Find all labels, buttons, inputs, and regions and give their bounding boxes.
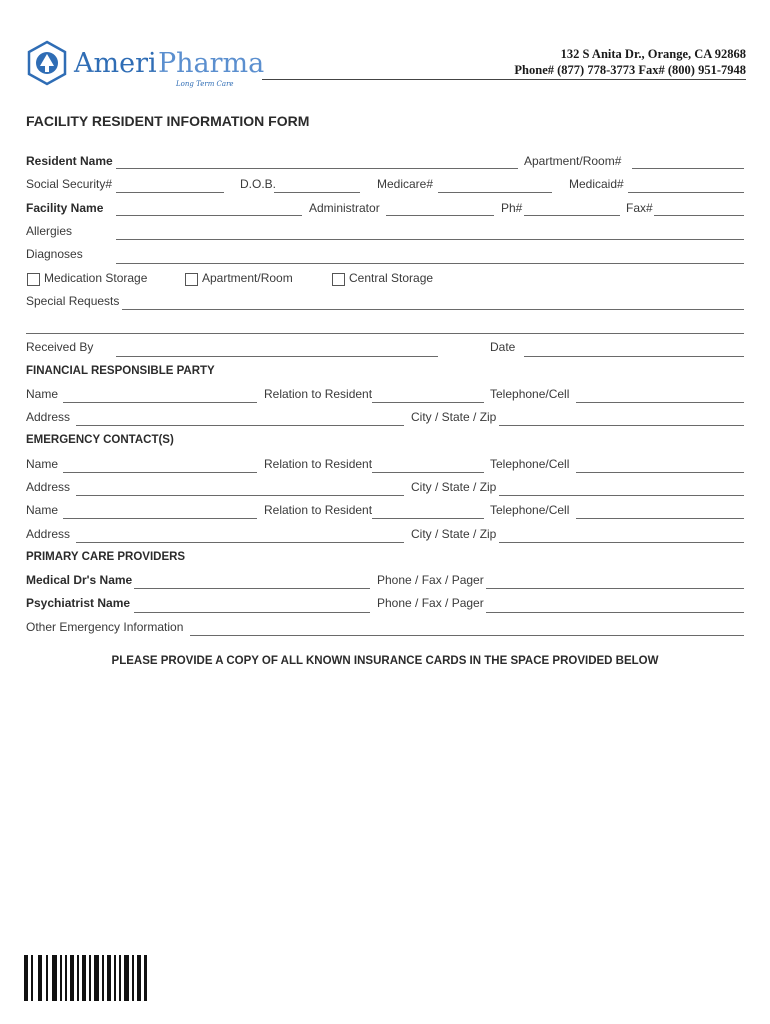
apartment-room-checkbox[interactable]	[185, 273, 198, 286]
diagnoses-field[interactable]	[116, 263, 744, 264]
emergency-city-state-zip-label-2: City / State / Zip	[411, 527, 497, 541]
dob-field[interactable]	[274, 192, 360, 193]
emergency-relation-label-2: Relation to Resident	[264, 503, 373, 517]
ph-label: Ph#	[501, 201, 523, 215]
psychiatrist-label: Psychiatrist Name	[26, 596, 131, 610]
emergency-address-field-2[interactable]	[76, 542, 404, 543]
financial-telephone-label: Telephone/Cell	[490, 387, 570, 401]
psychiatrist-field[interactable]	[134, 612, 370, 613]
medical-dr-field[interactable]	[134, 588, 370, 589]
resident-name-label: Resident Name	[26, 154, 113, 168]
emergency-address-label-2: Address	[26, 527, 71, 541]
financial-city-state-zip-field[interactable]	[499, 425, 744, 426]
medicaid-field[interactable]	[628, 192, 744, 193]
emergency-city-state-zip-field-1[interactable]	[499, 495, 744, 496]
emergency-telephone-label-2: Telephone/Cell	[490, 503, 570, 517]
psychiatrist-phone-label: Phone / Fax / Pager	[377, 596, 484, 610]
psychiatrist-phone-field[interactable]	[486, 612, 744, 613]
medication-storage-label: Medication Storage	[44, 271, 148, 285]
medical-dr-label: Medical Dr's Name	[26, 573, 133, 587]
financial-name-label: Name	[26, 387, 59, 401]
resident-name-field[interactable]	[116, 168, 518, 169]
emergency-telephone-field-2[interactable]	[576, 518, 744, 519]
fax-field[interactable]	[654, 215, 744, 216]
special-requests-label: Special Requests	[26, 294, 120, 308]
emergency-name-label-2: Name	[26, 503, 59, 517]
company-phone-fax: Phone# (877) 778-3773 Fax# (800) 951-7948	[514, 63, 746, 77]
administrator-label: Administrator	[309, 201, 380, 215]
emergency-address-label-1: Address	[26, 480, 71, 494]
company-address: 132 S Anita Dr., Orange, CA 92868	[560, 47, 746, 61]
company-logo	[26, 40, 265, 90]
central-storage-checkbox[interactable]	[332, 273, 345, 286]
special-requests-field[interactable]	[122, 309, 744, 310]
emergency-relation-label-1: Relation to Resident	[264, 457, 373, 471]
financial-name-field[interactable]	[63, 402, 257, 403]
allergies-field[interactable]	[116, 239, 744, 240]
medicaid-label: Medicaid#	[569, 177, 624, 191]
facility-name-field[interactable]	[116, 215, 302, 216]
financial-relation-label: Relation to Resident	[264, 387, 373, 401]
financial-address-label: Address	[26, 410, 71, 424]
received-by-field[interactable]	[116, 356, 438, 357]
other-emergency-field[interactable]	[190, 635, 744, 636]
other-emergency-label: Other Emergency Information	[26, 620, 184, 634]
financial-city-state-zip-label: City / State / Zip	[411, 410, 497, 424]
emergency-name-label-1: Name	[26, 457, 59, 471]
fax-label: Fax#	[626, 201, 653, 215]
emergency-name-field-2[interactable]	[63, 518, 257, 519]
ph-field[interactable]	[524, 215, 620, 216]
apartment-room-field[interactable]	[632, 168, 744, 169]
dob-label: D.O.B.	[240, 177, 277, 191]
diagnoses-label: Diagnoses	[26, 247, 83, 261]
brand-name-second: Pharma	[158, 48, 265, 79]
financial-address-field[interactable]	[76, 425, 404, 426]
administrator-field[interactable]	[386, 215, 494, 216]
social-security-field[interactable]	[116, 192, 224, 193]
social-security-label: Social Security#	[26, 177, 113, 191]
medication-storage-checkbox[interactable]	[27, 273, 40, 286]
emergency-contacts-heading: EMERGENCY CONTACT(S)	[26, 434, 174, 446]
special-requests-field-line-2[interactable]	[26, 333, 744, 334]
date-field[interactable]	[524, 356, 744, 357]
emergency-address-field-1[interactable]	[76, 495, 404, 496]
emergency-city-state-zip-label-1: City / State / Zip	[411, 480, 497, 494]
medical-dr-phone-label: Phone / Fax / Pager	[377, 573, 484, 587]
financial-party-heading: FINANCIAL RESPONSIBLE PARTY	[26, 365, 215, 377]
financial-relation-field[interactable]	[372, 402, 484, 403]
brand-name-first: Ameri	[74, 48, 157, 79]
allergies-label: Allergies	[26, 224, 73, 238]
emergency-relation-field-2[interactable]	[372, 518, 484, 519]
apartment-room-label: Apartment/Room#	[524, 154, 622, 168]
header-rule	[262, 79, 746, 80]
primary-care-heading: PRIMARY CARE PROVIDERS	[26, 551, 186, 563]
brand-tagline: Long Term Care	[176, 80, 234, 88]
emergency-telephone-field-1[interactable]	[576, 472, 744, 473]
central-storage-label: Central Storage	[349, 271, 434, 285]
emergency-name-field-1[interactable]	[63, 472, 257, 473]
barcode-icon	[24, 955, 148, 1001]
apartment-room-checkbox-label: Apartment/Room	[202, 271, 293, 285]
medicare-field[interactable]	[438, 192, 552, 193]
received-by-label: Received By	[26, 340, 94, 354]
medical-dr-phone-field[interactable]	[486, 588, 744, 589]
hexagon-logo-icon	[26, 40, 68, 86]
medicare-label: Medicare#	[377, 177, 434, 191]
emergency-city-state-zip-field-2[interactable]	[499, 542, 744, 543]
financial-telephone-field[interactable]	[576, 402, 744, 403]
date-label: Date	[490, 340, 516, 354]
facility-name-label: Facility Name	[26, 201, 104, 215]
emergency-relation-field-1[interactable]	[372, 472, 484, 473]
emergency-telephone-label-1: Telephone/Cell	[490, 457, 570, 471]
form-title: FACILITY RESIDENT INFORMATION FORM	[26, 113, 310, 129]
insurance-cards-note: PLEASE PROVIDE A COPY OF ALL KNOWN INSURANCE CARDS IN THE SPACE PROVIDED BELOW	[111, 655, 659, 667]
